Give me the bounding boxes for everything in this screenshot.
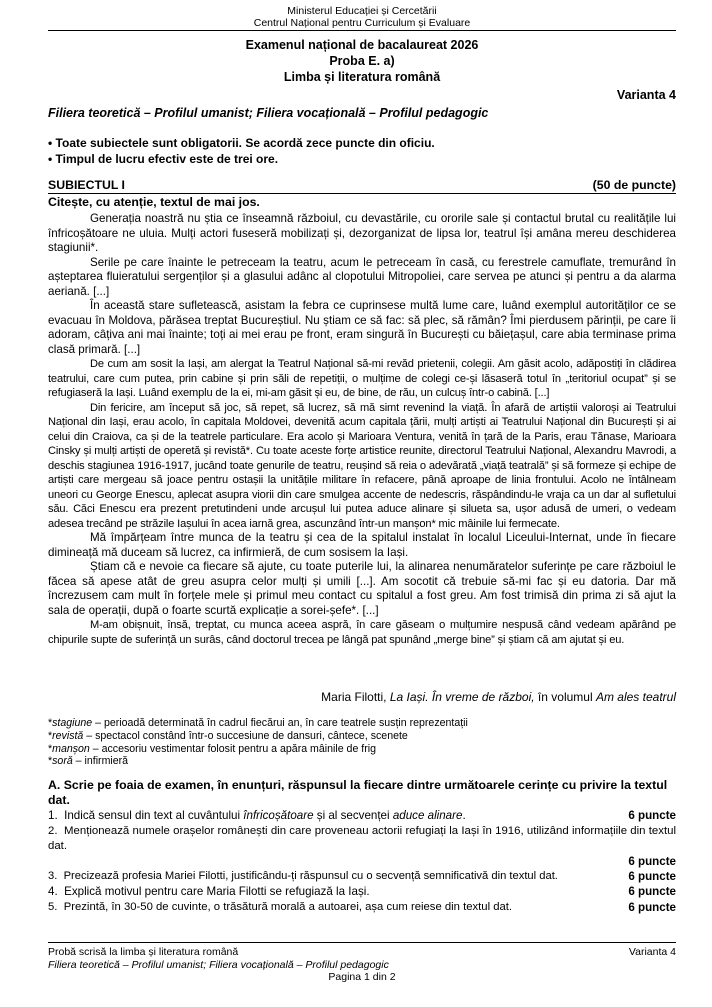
instruction-item: • Timpul de lucru efectiv este de trei ore. — [48, 152, 279, 166]
section-title: SUBIECTUL I — [48, 178, 125, 192]
text-paragraph: Știam că e nevoie ca fiecare să ajute, cu toate puterile lui, la alinarea nenumăratelor suferințe pe care războiul le făcea să apese atât de greu asupra celor mulți și umili [...]. Am socotit că trebuie să-mi fac și eu datoria. Dar mă încrezusem cam mult în forțele mele și primul meu contact cu spitalul a fost greu. Am fost trimisă din prima zi să ajut la sala de operații, după o foarte scurtă explicație a sorei-șefe*. [...] — [48, 560, 676, 617]
exam-proba: Proba E. a) — [329, 54, 395, 68]
footer-variant: Varianta 4 — [628, 946, 676, 958]
instructions-list — [48, 135, 676, 167]
source-connector: în volumul — [534, 690, 596, 704]
header-organization — [48, 5, 676, 29]
text-source — [48, 690, 676, 704]
variant-label: Varianta 4 — [616, 88, 676, 102]
section-prompt: Citește, cu atenție, textul de mai jos. — [48, 195, 260, 209]
task-points: 6 puncte — [628, 885, 676, 898]
instruction-item: • Toate subiectele sunt obligatorii. Se acordă zece puncte din oficiu. — [48, 136, 435, 150]
glossary-item: *manșon – accesoriu vestimentar folosit pentru a apăra mâinile de frig — [48, 742, 377, 755]
task-item: 3. Precizează profesia Mariei Filotti, justificându-ți răspunsul cu o secvență semnificativă din textul dat. 6 puncte — [48, 869, 676, 883]
text-paragraph: Generația noastră nu știa ce înseamnă războiul, cu devastările, cu ororile sale și contactul brutal cu realitățile lui înfricoșătoare ne uluia. Mulți actori fuseseră mobilizați și, dezorganizat de lipsa lor, teatrul își amâna mereu deschiderea stagiunii*. — [48, 212, 676, 254]
exam-subject: Limba și literatura română — [283, 70, 441, 84]
exam-title: Examenul național de bacalaureat 2026 — [245, 38, 479, 52]
text-paragraph: Serile pe care înainte le petreceam la teatru, acum le petreceam în casă, cu ferestrele camuflate, tremurând în așteptarea fluieratului sergenților și a glasului adânc al clopotului Mitropoliei, care servea pe atunci și pentru a da alarma aeriană. [...] — [48, 255, 676, 298]
center-name: Centrul Național pentru Curriculum și Evaluare — [253, 17, 471, 29]
glossary-notes — [48, 717, 676, 768]
source-author: Maria Filotti, — [321, 690, 390, 704]
section-points: (50 de puncte) — [592, 178, 676, 192]
text-paragraph: Din fericire, am început să joc, să repet, să lucrez, să mă simt revenind la viață. În afară de artiștii valoroși ai Teatrului Național din Iași, erau acolo, în capitala Moldovei, devenită acum capitala țării, mulți artiști ai Teatrului Național din București și ai celui din Craiova, ca și de la teatrele particulare. Era acolo și Marioara Ventura, venită în țară de la Paris, erau Tănase, Marioara Cinsky și mulți artiști de operetă și revistă*. Cu toate aceste forțe artistice reunite, directorul Teatrului Național, Alexandru Mavrodi, a deschis stagiunea 1916-1917, jucând toate genurile de teatru, reușind să reia o adevărată „viață teatrală” și să formeze și echipe de artiști care mergeau să joace pentru ostașii la unitățile militare în refacere, până aproape de linia frontului. Acolo ne întâlneam uneori cu George Enescu, aplecat asupra viorii din care smulgea accente de nedescris, răspândindu-le vraja ca un dar al sufletului său. Căci Enescu era prezent pretutindeni unde arcușul lui putea aduce alinare și silueta sa, ușor adusă de umeri, o vedeam adesea trecând pe străzile Iașului în acea iarnă grea, ascunzând într-un manșon* mic mâinile lui fermecate. — [48, 401, 676, 530]
header-divider — [48, 30, 676, 31]
text-paragraph: Mă împărțeam între munca de la teatru și cea de la spitalul instalat în localul Liceului-Internat, unde în fiecare dimineață mă duceam să lucrez, ca infirmieră, de cum sosisem la Iași. — [48, 531, 676, 559]
task-points: 6 puncte — [628, 854, 676, 868]
task-a — [48, 778, 676, 915]
text-paragraph: M-am obișnuit, însă, treptat, cu munca aceea aspră, în care găseam o mulțumire nespusă când vedeam apărând pe chipurile supte de suferință un surâs, când doctorul trecea pe lângă pat spunând „merge bine” și știam că am ajutat și eu. — [48, 619, 676, 646]
section-heading — [48, 178, 676, 192]
task-points: 6 puncte — [628, 809, 676, 822]
glossary-item: *revistă – spectacol constând într-o succesiune de dansuri, cântece, scenete — [48, 729, 408, 742]
text-paragraph: În această stare sufletească, asistam la febra ce cuprinsese multă lume care, luând exemplul autorităților ce se evacuau în Moldova, părăsea treptat Bucureștiul. Nu știam ce să fac: să plec, să rămân? Îmi pierdusem părinții, pe care îi adoram, câțiva ani mai înainte; toți ai mei erau pe front, eram singură în București cu băiețașul, care abia terminase prima clasă primară. [...] — [48, 299, 676, 356]
task-item: 1. Indică sensul din text al cuvântului înfricoșătoare și al secvenței aduce alinare. 6 puncte — [48, 809, 676, 822]
text-excerpt — [48, 212, 676, 647]
source-volume: Am ales teatrul — [595, 690, 676, 704]
task-points: 6 puncte — [628, 869, 676, 883]
section-divider — [48, 193, 676, 194]
exam-title-block — [48, 37, 676, 85]
footer-subject: Probă scrisă la limba și literatura română — [48, 946, 239, 958]
task-points: 6 puncte — [628, 900, 676, 914]
task-item: 2. Menționează numele orașelor românești din care proveneau actorii refugiați la Iași în 1916, utilizând informațiile din textul dat. 6 puncte — [48, 824, 676, 868]
task-a-title: A. Scrie pe foaia de examen, în enunțuri, răspunsul la fiecare dintre următoarele cerințe cu privire la textul dat. — [48, 778, 668, 807]
ministry-name: Ministerul Educației și Cercetării — [287, 5, 437, 17]
page-number: Pagina 1 din 2 — [328, 971, 396, 983]
glossary-item: *stagiune – perioadă determinată în cadrul fiecărui an, în care teatrele susțin reprezentații — [48, 717, 468, 729]
footer-divider — [48, 942, 676, 943]
page-footer — [48, 946, 676, 984]
footer-track: Filiera teoretică – Profilul umanist; Filiera vocațională – Profilul pedagogic — [48, 958, 389, 971]
task-item: 5. Prezintă, în 30-50 de cuvinte, o trăsătură morală a autoarei, așa cum reiese din textul dat. 6 puncte — [48, 900, 676, 914]
task-item: 4. Explică motivul pentru care Maria Filotti se refugiază la Iași. 6 puncte — [48, 885, 676, 898]
glossary-item: *soră – infirmieră — [48, 755, 129, 768]
track-label: Filiera teoretică – Profilul umanist; Filiera vocațională – Profilul pedagogic — [48, 106, 489, 120]
text-paragraph: De cum am sosit la Iași, am alergat la Teatrul Național să-mi revăd prietenii, colegii. Am găsit acolo, adăpostiți în clădirea teatrului, care cum putea, prin cabine și prin săli de repetiții, o mulțime de colegi ce-și lăsaseră totul în „teritoriul ocupat” și se refugiaseră la Iași. Luând exemplu de la ei, mi-am găsit și eu, de bine, de rău, un culcuș într-o cabină. [...] — [48, 358, 676, 399]
source-title: La Iași. În vreme de război, — [389, 690, 535, 704]
